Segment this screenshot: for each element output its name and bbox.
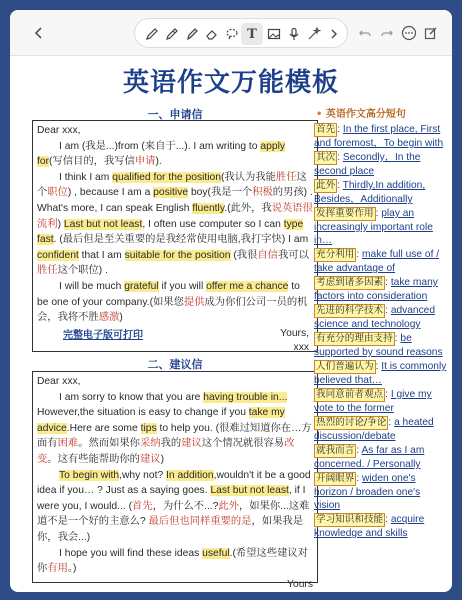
phrase-separator: : [385,514,391,525]
phrase-item [314,472,448,512]
phrases-column [314,108,448,541]
phrase-separator: : [337,180,343,191]
phrase-tag: 发挥重要作用 [316,208,374,219]
chevron-right-icon[interactable] [323,23,345,45]
letter2-box [32,371,318,590]
letter1-heading: 一、申请信 [147,108,203,121]
phrase-tag: 充分利用 [316,249,355,260]
phrase-text: It is commonly believed that… [314,361,447,386]
phrase-text: play an increasingly important role in… [314,208,433,246]
lasso-icon[interactable] [221,23,243,45]
letter1-signature: xxx [293,341,309,353]
letter2-para1: I am sorry to know that you are having trouble in... However,the situation is easy to change if you take my advice.Here are some tips to help you. (很难过知道你在…方面有困难。然而如果你采纳我的建议这个情况就很容易改变。这有些能帮助你的建议) [37,391,312,465]
phrase-text: As far as I am concerned. / Personally [314,445,425,470]
phrase-text: I give my vote to the former [314,389,432,414]
phrase-tag: 首先 [316,124,336,135]
phrase-item [314,123,448,150]
phrase-text: advanced science and technology [314,305,436,330]
magic-icon[interactable] [303,23,325,45]
letter2-para3: I hope you will find these ideas useful.(希望这些建议对你有用。) [37,547,308,575]
phrase-tag: 先进的科学技术 [316,305,384,316]
letter2-para2: To begin with,why not? In addition,wouldn't it be a good idea if you… ? Just as a saying goes. Last but not least, if I were you, I would... (首先，为什么不...?此外，如果你...这难道不是一个好的主意么? 最后但也同样重要的是，如果我是你，我会...) [37,469,311,543]
phrase-separator: : [375,208,382,219]
phrase-tag: 考虑到诸多因素 [316,277,384,288]
eraser-icon[interactable] [201,23,223,45]
phrase-text: a heated discussion/debate [314,417,434,442]
phrase-item [314,332,448,359]
marker-icon[interactable] [181,23,203,45]
phrase-tag: 此外 [316,180,336,191]
phrase-separator: : [356,249,363,260]
phrase-separator: : [385,389,391,400]
phrase-text: acquire knowledge and skills [314,514,425,539]
phrase-item [314,388,448,415]
phrase-item [314,179,448,206]
image-icon[interactable] [263,23,285,45]
phrases-heading: • 英语作文高分短句 [316,109,406,120]
phrase-item [314,416,448,443]
phrase-tag: 其次 [316,152,336,163]
letter1-box [32,120,318,352]
phrase-separator: : [385,305,391,316]
page-title: 英语作文万能模板 [122,68,339,98]
phrase-item [314,513,448,540]
phrase-tag: 人们普遍认为 [316,361,374,372]
phrase-text: make full use of / take advantage of [314,249,440,274]
phrase-tag: 开阔眼界 [316,473,355,484]
phrase-item [314,360,448,387]
redo-icon[interactable] [376,22,398,44]
phrase-tag: 就我而言 [316,445,355,456]
phrase-separator: : [394,333,401,344]
letter2-heading: 二、建议信 [147,358,203,371]
phrase-tag: 学习知识和技能 [316,514,384,525]
letter1-para2: I think I am qualified for the position(我认为我能胜任这个职位) , because I am a positive boy(我是一个积极的男孩) . What's more, I can speak English fluently.(此外，我说英语很流利) Last but not least, I often use computer so I can type fast. (最后但是至关重要的是我经常使用电脑,我打字快) I am confident that I am suitable for the position (我很自信我可以胜任这个职位) . [37,171,313,277]
phrase-text: Secondly，In the second place [314,152,421,177]
phrase-item [314,444,448,471]
phrase-separator: : [385,277,391,288]
phrases-list [314,123,448,540]
letter1-para3: I will be much grateful if you will offer me a chance to be one of your company.(如果您提供成为你们公司一员的机会，我将不胜感激) [37,280,308,324]
phrase-item [314,207,448,247]
phrase-separator: : [337,124,343,135]
phrase-separator: : [337,152,343,163]
text-icon[interactable]: T [241,23,263,45]
letter2-greeting: Dear xxx, [37,376,81,387]
phrase-item [314,151,448,178]
undo-icon[interactable] [354,22,376,44]
letter1-closing: Yours, [280,327,309,339]
phrase-tag: 有充分的理由支持 [316,333,393,344]
phrase-separator: : [356,473,363,484]
letter2-closing: Yours [287,578,313,590]
phrase-item [314,248,448,275]
chevron-left-icon[interactable] [28,22,50,44]
phrase-text: widen one's horizon / broaden one's vision [314,473,421,511]
phrase-text: be supported by sound reasons [314,333,443,358]
phrase-item [314,304,448,331]
microphone-icon[interactable] [283,23,305,45]
pen-icon[interactable] [141,23,163,45]
edit-icon[interactable] [420,22,442,44]
phrase-text: take many factors into consideration [314,277,438,302]
phrase-tag: 热烈的讨论/争论 [316,417,387,428]
toolbar [10,10,452,56]
phrase-tag: 我同意前者观点 [316,389,384,400]
phrase-separator: : [356,445,362,456]
phrase-text: Thirdly,In addition, Besides，Additionally [314,180,426,205]
phrase-item [314,276,448,303]
phrase-separator: : [375,361,382,372]
letter1-greeting: Dear xxx, [37,125,81,136]
more-icon[interactable] [398,22,420,44]
print-link[interactable]: 完整电子版可打印 [63,329,143,341]
phrase-text: In the first place, First and foremost，To begin with [314,124,444,149]
tools-pill [134,18,348,48]
note-page [10,10,452,592]
letter1-para1: I am (我是...)from (来自于...). I am writing to apply for(写信目的，我写信申请). [37,140,286,168]
pencil-icon[interactable] [161,23,183,45]
phrase-separator: : [388,417,395,428]
